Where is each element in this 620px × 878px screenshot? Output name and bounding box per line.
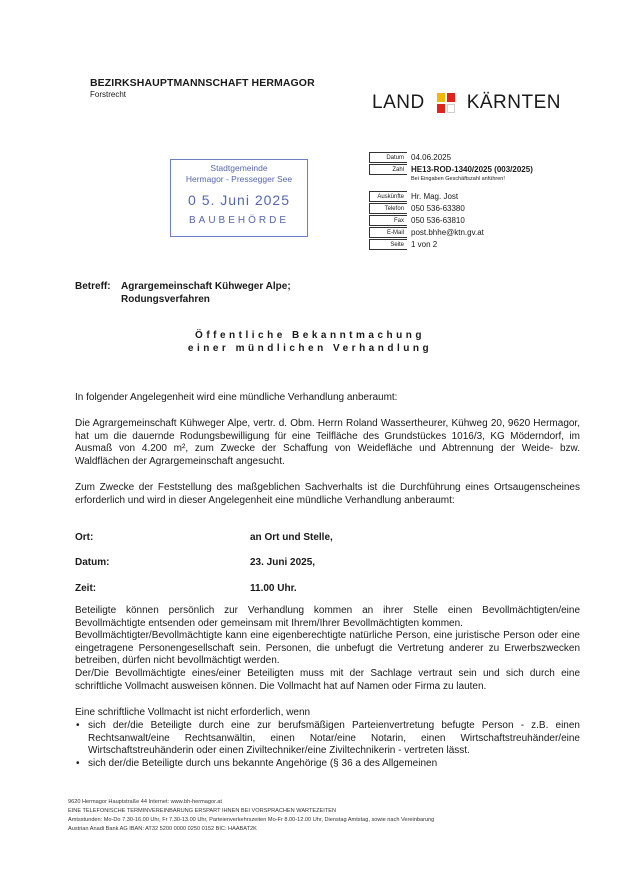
- exception-intro: Eine schriftliche Vollmacht ist nicht erforderlich, wenn: [75, 707, 311, 718]
- logo-word-right: KÄRNTEN: [466, 92, 561, 113]
- subject-line-2: Rodungsverfahren: [121, 294, 210, 305]
- meta-telefon-row: [369, 202, 589, 214]
- application-paragraph: Die Agrargemeinschaft Kühweger Alpe, vertr. d. Obm. Herrn Roland Wassertheurer, Kühweg 20, 9620 Hermagor, hat um die dauernde Rodungsbewilligung für eine Teilfläche des Grundstückes 1016/3, KG Möderndorf, im Ausmaß von 4.200 m², zum Zwecke der Schaffung von Weidefläche und Abtrennung der Weide- bzw. Waldflächen der Agrargemeinschaft angesucht.: [75, 418, 580, 467]
- receipt-stamp: [170, 159, 308, 237]
- detail-ort: [75, 532, 333, 543]
- meta-telefon-label: Telefon: [369, 203, 407, 214]
- meta-telefon-value: 050 536-63380: [411, 203, 465, 213]
- representation-paragraph: Beteiligte können persönlich zur Verhandlung kommen an ihrer Stelle einen Bevollmächtigten/eine Bevollmächtigte entsenden oder gemeinsam mit Ihrem/Ihrer Bevollmächtigten kommen.: [75, 605, 580, 629]
- meta-seite-row: [369, 238, 589, 250]
- list-item: • sich der/die Beteiligte durch eine zur berufsmäßigen Parteienvertretung befugte Person - z.B. einen Rechtsanwalt/eine Rechtsanwältin, einen Notar/eine Notarin, einen Wirtschaftstreuhänder/eine Wirtschaftstreuhänderin oder einen Ziviltechniker/eine Ziviltechnikerin - vertreten lässt.: [75, 720, 580, 758]
- exception-list: [75, 720, 580, 770]
- stamp-date: 0 5. Juni 2025: [188, 192, 290, 208]
- department-name: Forstrecht: [90, 90, 127, 99]
- list-item: • sich der/die Beteiligte durch uns bekannte Angehörige (§ 36 a des Allgemeinen: [75, 758, 580, 771]
- authorized-person-paragraph: Bevollmächtigter/Bevollmächtigte kann eine eigenberechtigte natürliche Person, eine juristische Person oder eine eingetragene Personengesellschaft sein. Personen, die unbefugt die Vertretung anderer zu Erwerbszwecken betreiben, dürfen nicht bevollmächtigt werden.: [75, 630, 580, 666]
- meta-zahl-value: HE13-ROD-1340/2025 (003/2025): [411, 164, 533, 174]
- notice-heading-2: einer mündlichen Verhandlung: [187, 343, 433, 354]
- meta-zahl-note: Bei Eingaben Geschäftszahl anführen!: [411, 176, 505, 182]
- meta-email-label: E-Mail: [369, 227, 407, 238]
- detail-ort-label: Ort:: [75, 532, 94, 543]
- reference-block: [369, 151, 589, 250]
- meta-email-row: [369, 226, 589, 238]
- footer-address: 9620 Hermagor Hauptstraße 44 Internet: www.bh-hermagor.at: [68, 799, 222, 805]
- detail-datum-label: Datum:: [75, 557, 110, 568]
- meta-fax-label: Fax: [369, 215, 407, 226]
- notice-heading-1: Öffentliche Bekanntmachung: [195, 330, 425, 341]
- meta-fax-row: [369, 214, 589, 226]
- footer-appointment-note: EINE TELEFONISCHE TERMINVEREINBARUNG ERSPART IHNEN BEI VORSPRACHEN WARTEZEITEN: [68, 808, 337, 814]
- logo-word-left: LAND: [372, 92, 425, 113]
- detail-ort-value: an Ort und Stelle,: [250, 532, 333, 543]
- subject-block: [75, 280, 291, 306]
- meta-auskuenfte-row: [369, 190, 589, 202]
- stamp-line-4: BAUBEHÖRDE: [188, 215, 289, 226]
- meta-datum-label: Datum: [369, 152, 407, 163]
- stamp-line-2: Hermagor - Pressegger See: [185, 174, 293, 184]
- power-of-attorney-paragraph: Der/Die Bevollmächtigte eines/einer Beteiligten muss mit der Sachlage vertraut sein und sich durch eine schriftliche Vollmacht ausweisen können. Die Vollmacht hat auf Namen oder Firma zu lauten.: [75, 668, 580, 692]
- meta-datum-value: 04.06.2025: [411, 152, 452, 162]
- meta-seite-value: 1 von 2: [411, 239, 438, 249]
- footer-office-hours: Amtsstunden: Mo-Do 7.30-16.00 Uhr, Fr 7.30-13.00 Uhr, Parteienverkehrszeiten Mo-Fr 8.00-12.00 Uhr, Dienstag Amtstag, sowie nach Vereinbarung: [68, 817, 435, 823]
- meta-fax-value: 050 536-63810: [411, 215, 465, 225]
- detail-zeit-value: 11.00 Uhr.: [250, 583, 297, 594]
- stamp-line-1: Stadtgemeinde: [210, 163, 268, 173]
- subject-label: Betreff:: [75, 281, 111, 292]
- meta-email-value: post.bhhe@ktn.gv.at: [411, 227, 484, 237]
- meta-auskuenfte-value: Hr. Mag. Jost: [411, 191, 459, 201]
- detail-datum: [75, 557, 315, 568]
- detail-zeit-label: Zeit:: [75, 583, 97, 594]
- meta-zahl-label: Zahl: [369, 164, 407, 175]
- authority-name: BEZIRKSHAUPTMANNSCHAFT HERMAGOR: [90, 77, 315, 89]
- detail-zeit: [75, 583, 297, 594]
- footer-bank-details: Austrian Anadi Bank AG IBAN: AT32 5200 0000 0250 0152 BIC: HAABAT2K: [68, 826, 257, 832]
- meta-datum-row: [369, 151, 589, 163]
- subject-line-1: Agrargemeinschaft Kühweger Alpe;: [121, 281, 291, 292]
- land-kaernten-logo: [372, 92, 561, 114]
- coat-of-arms-icon: [437, 93, 455, 113]
- meta-auskuenfte-label: Auskünfte: [369, 191, 407, 202]
- intro-paragraph: In folgender Angelegenheit wird eine mündliche Verhandlung anberaumt:: [75, 392, 398, 403]
- meta-zahl-row: [369, 163, 589, 175]
- purpose-paragraph: Zum Zwecke der Feststellung des maßgeblichen Sachverhalts ist die Durchführung eines Ortsaugenscheines erforderlich und wird in dieser Angelegenheit eine mündliche Verhandlung anberaumt:: [75, 482, 580, 506]
- meta-seite-label: Seite: [369, 239, 407, 250]
- detail-datum-value: 23. Juni 2025,: [250, 557, 316, 568]
